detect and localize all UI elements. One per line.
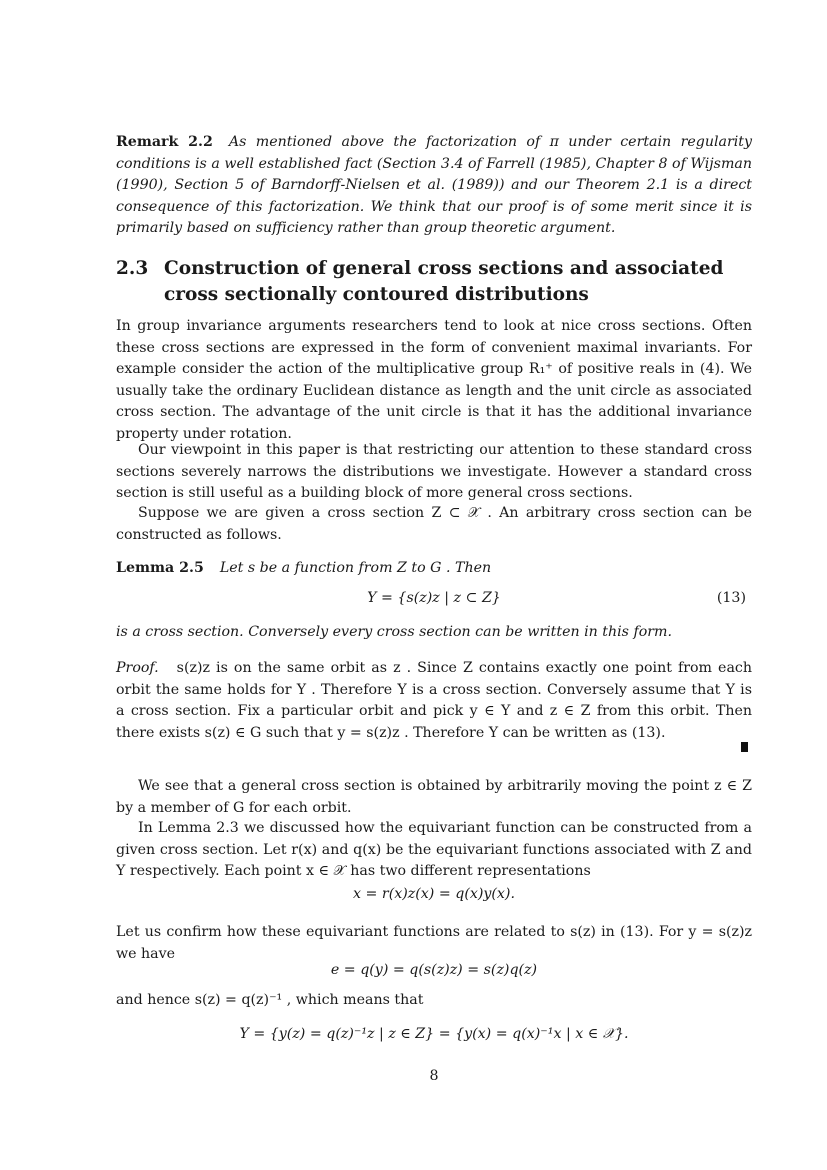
equation-text: Y = {s(z)z | z ⊂ Z} xyxy=(367,590,501,606)
paragraph-3 xyxy=(116,503,752,546)
paragraph-2 xyxy=(116,440,752,505)
equation-identity xyxy=(116,960,752,982)
remark-text: As mentioned above the factorization of π under certain regularity conditions is a well established fact (Section 3.4 of Farrell (1985), Chapter 8 of Wijsman (1990), Section 5 of Barndorff-Nielsen et al. (1989)) and our Theorem 2.1 is a direct consequence of this factorization. We think that our proof is of some merit since it is primarily based on sufficiency rather than group theoretic argument. xyxy=(116,134,752,236)
equation-representations xyxy=(116,884,752,906)
proof-block xyxy=(116,658,752,744)
paragraph-text: Suppose we are given a cross section Z ⊂ 𝒳 . An arbitrary cross section can be constructed as follows. xyxy=(116,505,752,543)
equation-text: Y = {y(z) = q(z)⁻¹z | z ∈ Z} = {y(x) = q(x)⁻¹x | x ∈ 𝒳}. xyxy=(239,1026,629,1042)
paragraph-text: Let us confirm how these equivariant functions are related to s(z) in (13). For y = s(z)z we have xyxy=(116,924,752,962)
paragraph-4 xyxy=(116,776,752,819)
paragraph-1 xyxy=(116,316,752,445)
lemma-after-text: is a cross section. Conversely every cross section can be written in this form. xyxy=(116,624,673,640)
lemma-intro: Let s be a function from Z to G . Then xyxy=(219,560,492,576)
remark-block xyxy=(116,132,752,240)
section-number: 2.3 xyxy=(116,258,149,279)
equation-text: e = q(y) = q(s(z)z) = s(z)q(z) xyxy=(330,962,538,978)
section-heading xyxy=(116,256,752,308)
paragraph-text: In group invariance arguments researchers tend to look at nice cross sections. Often these cross sections are expressed in the form of convenient maximal invariants. For example consider the action of the multiplicative group R₁⁺ of positive reals in (4). We usually take the ordinary Euclidean distance as length and the unit circle as associated cross section. The advantage of the unit circle is that it has the additional invariance property under rotation. xyxy=(116,318,752,442)
paragraph-6 xyxy=(116,922,752,965)
paragraph-text: In Lemma 2.3 we discussed how the equivariant function can be constructed from a given cross section. Let r(x) and q(x) be the equivariant functions associated with Z and Y respectively. Each point x ∈ 𝒳 has two different representations xyxy=(116,820,752,879)
paragraph-7 xyxy=(116,990,752,1012)
proof-label: Proof. xyxy=(116,660,159,676)
equation-cross-section xyxy=(116,1024,752,1046)
lemma-equation xyxy=(116,588,752,610)
lemma-label: Lemma 2.5 xyxy=(116,560,204,576)
page-number: 8 xyxy=(429,1068,439,1084)
paragraph-text: and hence s(z) = q(z)⁻¹ , which means that xyxy=(116,992,424,1008)
lemma-conclusion xyxy=(116,622,752,644)
remark-label: Remark 2.2 xyxy=(116,134,213,150)
section-title: Construction of general cross sections and associated cross sectionally contoured distributions xyxy=(164,258,724,305)
paragraph-text: We see that a general cross section is obtained by arbitrarily moving the point z ∈ Z by a member of G for each orbit. xyxy=(116,778,752,816)
lemma-block xyxy=(116,558,752,580)
paragraph-text: Our viewpoint in this paper is that restricting our attention to these standard cross sections severely narrows the distributions we investigate. However a standard cross section is still useful as a building block of more general cross sections. xyxy=(116,442,752,501)
proof-text: s(z)z is on the same orbit as z . Since Z contains exactly one point from each orbit the same holds for Y . Therefore Y is a cross section. Conversely assume that Y is a cross section. Fix a particular orbit and pick y ∈ Y and z ∈ Z from this orbit. Then there exists s(z) ∈ G such that y = s(z)z . Therefore Y can be written as (13). xyxy=(116,660,752,741)
qed-mark xyxy=(741,742,748,752)
equation-text: x = r(x)z(x) = q(x)y(x). xyxy=(353,886,515,902)
equation-number: (13) xyxy=(716,590,746,606)
paragraph-5 xyxy=(116,818,752,883)
